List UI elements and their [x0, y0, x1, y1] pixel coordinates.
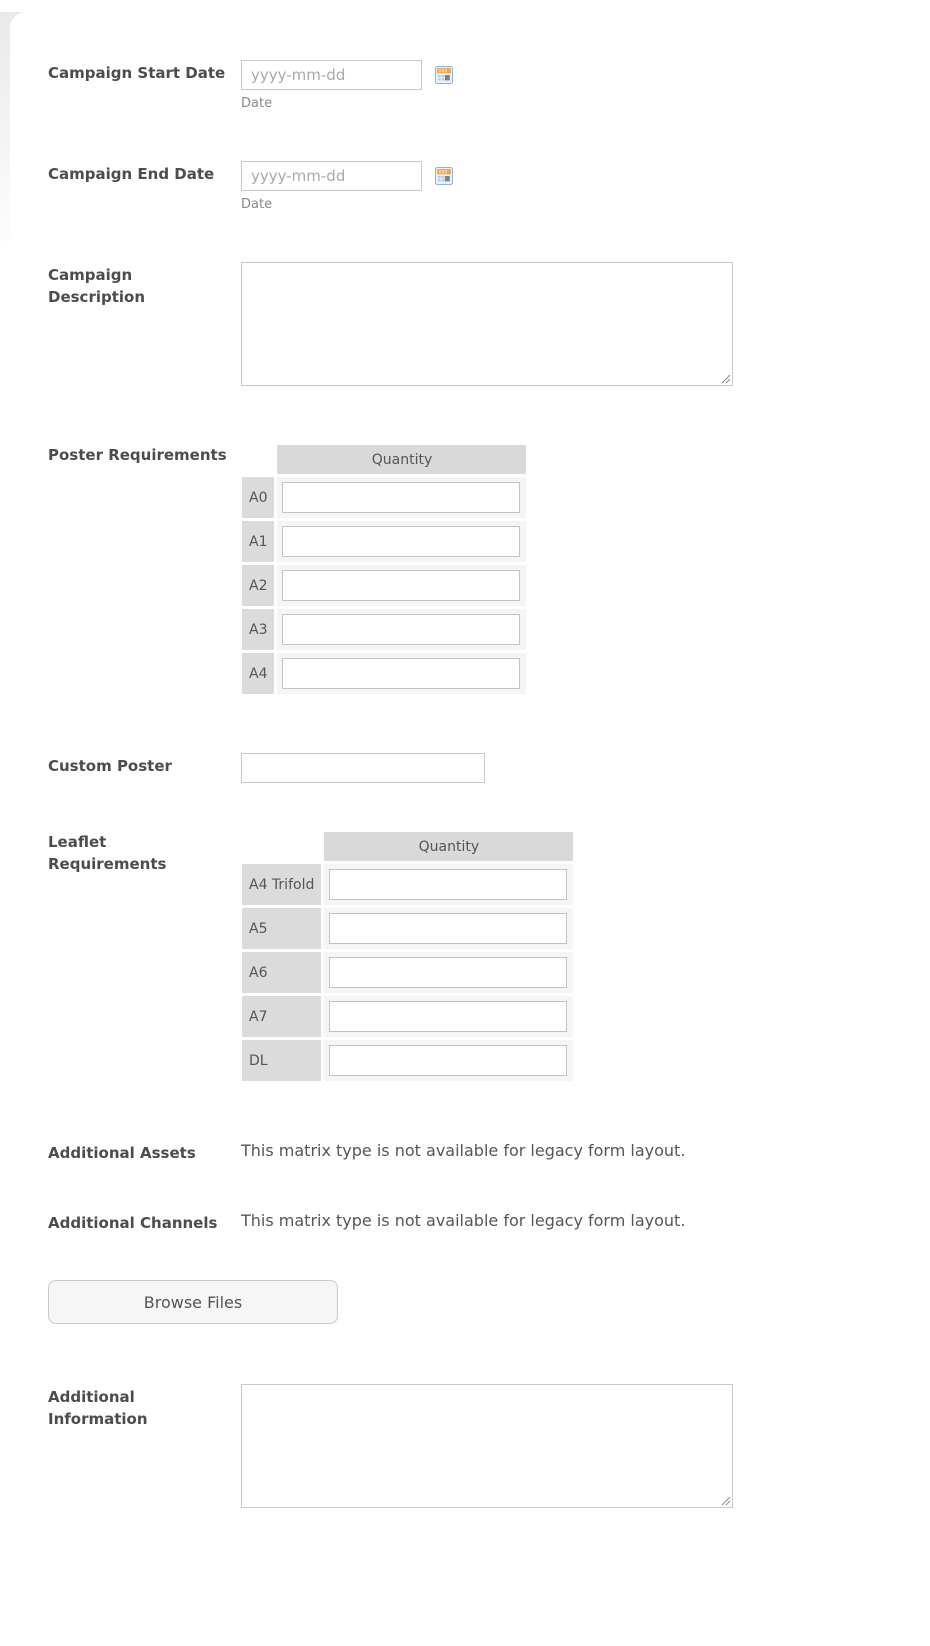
matrix-row-label: A6	[242, 952, 321, 993]
campaign-description-label: Campaign Description	[48, 266, 146, 306]
calendar-icon[interactable]	[435, 167, 453, 185]
poster-a4-quantity-input[interactable]	[282, 658, 520, 689]
browse-files-button[interactable]: Browse Files	[48, 1280, 338, 1324]
field-row-campaign-end-date	[48, 161, 890, 212]
matrix-row-a4-trifold	[242, 864, 573, 905]
campaign-start-date-type-hint: Date	[241, 96, 273, 111]
custom-poster-label: Custom Poster	[48, 757, 172, 775]
calendar-icon[interactable]	[435, 66, 453, 84]
matrix-row-a7	[242, 996, 573, 1037]
poster-requirements-control	[241, 442, 890, 697]
matrix-row-a6	[242, 952, 573, 993]
matrix-row-label: A0	[242, 477, 274, 518]
custom-poster-control	[241, 753, 890, 783]
leaflet-a4-trifold-quantity-input[interactable]	[329, 869, 567, 900]
matrix-row-dl	[242, 1040, 573, 1081]
matrix-row-a4	[242, 653, 526, 694]
matrix-row-a5	[242, 908, 573, 949]
poster-requirements-label: Poster Requirements	[48, 446, 227, 464]
campaign-start-date-label: Campaign Start Date	[48, 64, 226, 82]
matrix-row-label: A1	[242, 521, 274, 562]
campaign-start-date-control	[241, 60, 890, 111]
leaflet-dl-quantity-input[interactable]	[329, 1045, 567, 1076]
poster-requirements-matrix	[239, 442, 529, 697]
matrix-row-label: A7	[242, 996, 321, 1037]
additional-information-label: Additional Information	[48, 1388, 148, 1428]
matrix-row-a1	[242, 521, 526, 562]
poster-a0-quantity-input[interactable]	[282, 482, 520, 513]
matrix-row-label: DL	[242, 1040, 321, 1081]
leaflet-a5-quantity-input[interactable]	[329, 913, 567, 944]
campaign-description-control	[241, 262, 890, 386]
matrix-row-a3	[242, 609, 526, 650]
custom-poster-input[interactable]	[241, 753, 485, 783]
additional-assets-label: Additional Assets	[48, 1144, 196, 1162]
additional-information-control	[241, 1384, 890, 1508]
matrix-row-a0	[242, 477, 526, 518]
campaign-end-date-input[interactable]	[241, 161, 422, 191]
field-row-file-upload	[48, 1280, 890, 1324]
additional-information-textarea[interactable]	[241, 1384, 733, 1508]
campaign-end-date-type-hint: Date	[241, 197, 273, 212]
matrix-corner-cell	[242, 832, 321, 861]
additional-channels-control	[241, 1210, 890, 1230]
field-row-custom-poster	[48, 753, 890, 783]
matrix-corner-cell	[242, 445, 274, 474]
matrix-column-header: Quantity	[277, 445, 526, 474]
field-row-additional-assets	[48, 1140, 890, 1164]
field-row-additional-information	[48, 1384, 890, 1508]
matrix-row-label: A5	[242, 908, 321, 949]
matrix-row-a2	[242, 565, 526, 606]
matrix-row-label: A4 Trifold	[242, 864, 321, 905]
matrix-column-header: Quantity	[324, 832, 573, 861]
field-row-poster-requirements	[48, 442, 890, 697]
campaign-end-date-label: Campaign End Date	[48, 165, 215, 183]
campaign-end-date-control	[241, 161, 890, 212]
leaflet-requirements-control	[241, 829, 890, 1084]
additional-assets-control	[241, 1140, 890, 1160]
matrix-row-label: A3	[242, 609, 274, 650]
leaflet-a6-quantity-input[interactable]	[329, 957, 567, 988]
matrix-row-label: A4	[242, 653, 274, 694]
field-row-campaign-description	[48, 262, 890, 386]
poster-a1-quantity-input[interactable]	[282, 526, 520, 557]
matrix-unavailable-message: This matrix type is not available for legacy form layout.	[241, 1141, 686, 1160]
leaflet-a7-quantity-input[interactable]	[329, 1001, 567, 1032]
poster-a2-quantity-input[interactable]	[282, 570, 520, 601]
leaflet-requirements-label: Leaflet Requirements	[48, 833, 167, 873]
matrix-row-label: A2	[242, 565, 274, 606]
matrix-unavailable-message: This matrix type is not available for legacy form layout.	[241, 1211, 686, 1230]
field-row-additional-channels	[48, 1210, 890, 1234]
field-row-campaign-start-date	[48, 60, 890, 111]
field-row-leaflet-requirements	[48, 829, 890, 1084]
poster-a3-quantity-input[interactable]	[282, 614, 520, 645]
leaflet-requirements-matrix	[239, 829, 576, 1084]
additional-channels-label: Additional Channels	[48, 1214, 218, 1232]
form-card	[10, 12, 930, 1634]
campaign-description-textarea[interactable]	[241, 262, 733, 386]
campaign-start-date-input[interactable]	[241, 60, 422, 90]
